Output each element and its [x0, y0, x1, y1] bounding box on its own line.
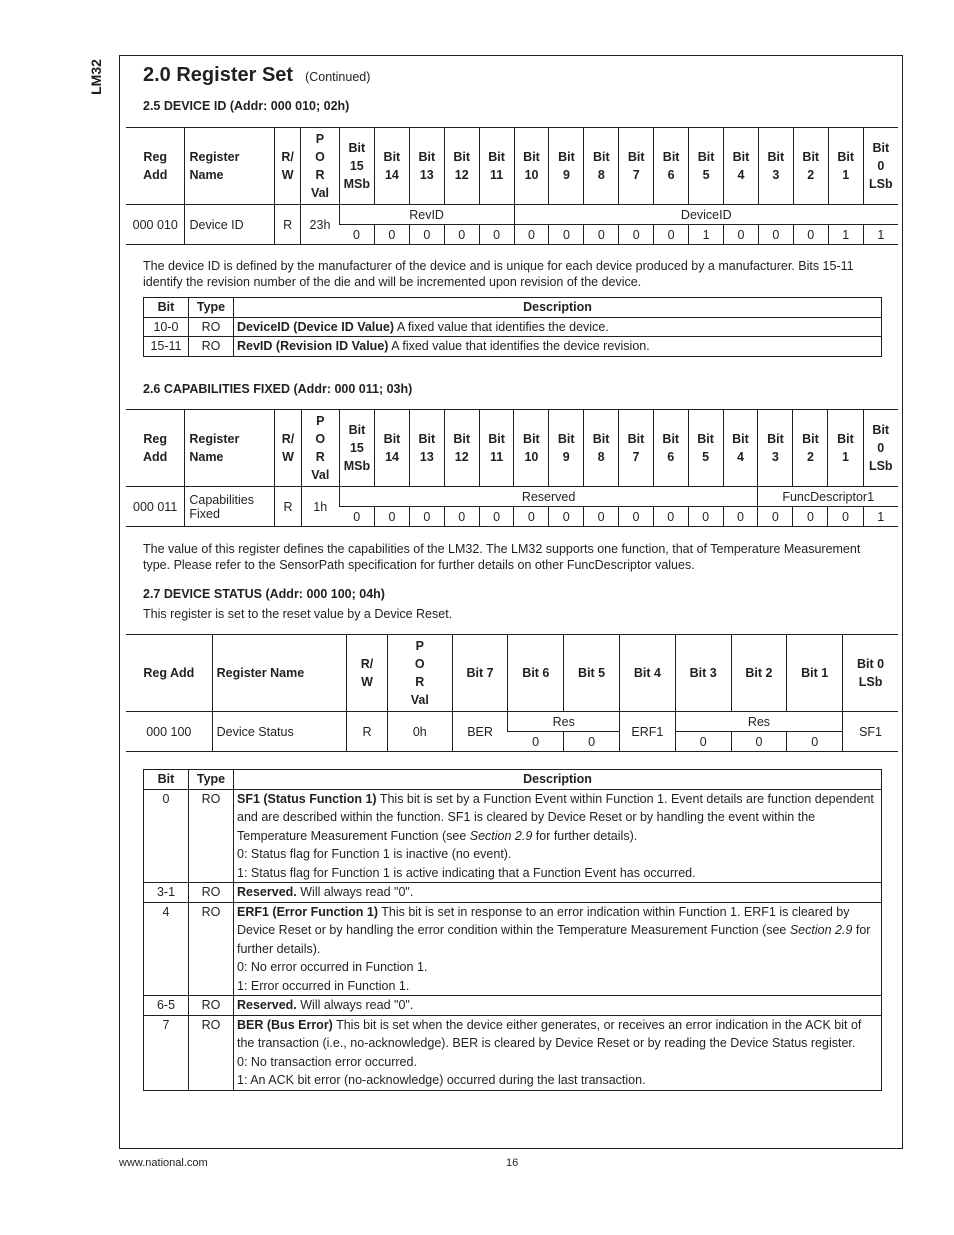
header-label: Bit — [383, 432, 401, 446]
header-label: 4 — [737, 168, 745, 182]
header-label: O — [315, 150, 325, 164]
header-label: Bit — [523, 432, 540, 446]
field-res-6-5: Res — [508, 712, 620, 732]
header-label: 14 — [384, 168, 399, 182]
header-label: 0 — [877, 159, 885, 173]
capabilities-paragraph: The value of this register defines the capabilities of the LM32. The LM32 supports one function, that of Temperature Measurement type. Please refer to the SensorPath specification for further details on other FuncDescriptor values. — [143, 542, 861, 572]
device-id-paragraph: The device ID is defined by the manufacturer of the device and is unique for each device produced by a manufacturer. Bits 15-11 identify the revision number of the die and will be incremented upon revision of the device. — [143, 259, 854, 289]
col-bit — [619, 635, 675, 712]
reg-add-cell: 000 010 — [132, 217, 178, 232]
side-tag: LM32 — [87, 59, 104, 95]
col-bit — [863, 410, 898, 487]
header-label: Register — [189, 150, 240, 164]
col-bit — [653, 410, 688, 487]
description-cell — [234, 337, 882, 357]
col-bit — [339, 128, 374, 205]
col-bit — [514, 128, 549, 205]
bit-value: 0 — [723, 507, 758, 527]
header-label: 11 — [489, 450, 504, 464]
header-label: LSb — [869, 177, 893, 191]
header-label: Bit — [488, 150, 505, 164]
header-row — [126, 410, 898, 487]
bit-value: 0 — [374, 225, 409, 245]
header-label: Bit — [802, 432, 819, 446]
bit-value: 0 — [675, 732, 731, 752]
header-label: Bit — [627, 150, 645, 164]
header-label: R/ — [360, 657, 374, 671]
col-bit — [444, 128, 479, 205]
header-label: 7 — [632, 168, 640, 182]
col-type: Type — [189, 770, 234, 790]
header-label: R — [315, 450, 325, 464]
bit-value: 0 — [758, 507, 793, 527]
col-reg-add: Reg Add — [126, 635, 212, 712]
field-res-3-1: Res — [675, 712, 842, 732]
por-val-cell: 23h — [301, 205, 339, 245]
bit-value: 0 — [793, 507, 828, 527]
header-label: 8 — [597, 168, 605, 182]
header-label: 4 — [736, 450, 744, 464]
bit-value: 0 — [444, 225, 479, 245]
header-label: 15 — [349, 441, 364, 455]
por-val-cell: 1h — [301, 487, 339, 527]
header-label: LSb — [858, 675, 883, 689]
field-deviceid: DeviceID — [514, 205, 898, 225]
field-title: BER (Bus Error) — [237, 1017, 333, 1032]
value-meaning-line: 1: Error occurred in Function 1. — [237, 978, 410, 993]
col-bit — [654, 128, 689, 205]
bit-value: 0 — [549, 225, 584, 245]
header-label: 12 — [454, 168, 469, 182]
col-bit — [688, 410, 723, 487]
header-label: 7 — [632, 450, 640, 464]
field-text: A fixed value that identifies the device revision. — [388, 339, 650, 353]
bit-value: 0 — [514, 507, 549, 527]
section-2-7-heading: 2.7 DEVICE STATUS (Addr: 000 100; 04h) — [143, 587, 385, 601]
register-row — [126, 205, 898, 225]
section-reference: Section 2.9 — [789, 923, 853, 937]
description-row — [144, 789, 882, 883]
col-bit — [723, 410, 758, 487]
bit-cell: 7 — [144, 1015, 189, 1090]
col-bit — [584, 410, 619, 487]
value-meaning-line: 1: An ACK bit error (no-acknowledge) occurred during the last transaction. — [237, 1073, 646, 1087]
header-label: Bit — [697, 432, 714, 446]
col-rw — [275, 410, 301, 487]
header-label: 6 — [667, 450, 675, 464]
field-title: SF1 (Status Function 1) — [237, 791, 377, 806]
col-bit — [863, 128, 898, 205]
rw-cell: R — [275, 487, 301, 527]
header-row — [126, 128, 898, 205]
header-label: Bit 4 — [633, 666, 661, 680]
register-name-cell — [185, 487, 275, 527]
col-bit — [787, 635, 843, 712]
bit-value: 0 — [828, 507, 863, 527]
type-cell: RO — [189, 337, 234, 357]
header-label: 13 — [419, 168, 434, 182]
header-label: Bit — [558, 150, 575, 164]
col-bit — [514, 410, 549, 487]
rw-cell: R — [347, 712, 388, 752]
register-name-line: Fixed — [189, 506, 220, 521]
header-label: Reg — [143, 432, 167, 446]
col-bit — [375, 410, 410, 487]
header-label: 5 — [702, 450, 710, 464]
header-label: Bit — [348, 423, 366, 437]
section-2-6-heading: 2.6 CAPABILITIES FIXED (Addr: 000 011; 03h) — [143, 382, 413, 396]
section-2-5-heading: 2.5 DEVICE ID (Addr: 000 010; 02h) — [143, 99, 350, 113]
field-ber: BER — [452, 712, 508, 752]
header-label: P — [315, 132, 325, 146]
register-name-line: Device ID — [189, 217, 244, 232]
device-status-description-table — [143, 769, 882, 1091]
header-label: Bit — [627, 432, 645, 446]
header-label: Bit — [383, 150, 401, 164]
col-bit — [374, 128, 409, 205]
field-title: DeviceID (Device ID Value) — [237, 319, 395, 334]
reg-add-cell: 000 011 — [133, 499, 178, 514]
col-register-name: Register Name — [212, 635, 347, 712]
field-text: Will always read "0". — [296, 998, 414, 1012]
type-cell: RO — [189, 996, 234, 1016]
col-bit — [758, 410, 793, 487]
reg-add-cell: 000 100 — [146, 724, 192, 739]
bit-value: 0 — [549, 507, 584, 527]
col-bit — [675, 635, 731, 712]
header-label: Bit — [802, 150, 820, 164]
header-label: 1 — [842, 168, 850, 182]
col-bit — [843, 635, 898, 712]
col-bit — [619, 128, 654, 205]
header-label: Bit — [592, 432, 610, 446]
value-meaning-line: 1: Status flag for Function 1 is active indicating that a Function Event has occurred. — [237, 865, 696, 880]
register-row — [126, 487, 898, 507]
header-label: W — [282, 450, 294, 464]
bit-value: 0 — [444, 507, 479, 527]
por-val-cell: 0h — [387, 712, 452, 752]
description-cell — [234, 317, 882, 337]
bit-value: 0 — [653, 507, 688, 527]
col-bit — [689, 128, 724, 205]
header-label: Val — [310, 186, 330, 200]
col-bit: Bit — [144, 298, 189, 318]
type-cell: RO — [189, 902, 234, 996]
description-cell — [234, 789, 882, 883]
header-label: Bit 7 — [466, 666, 494, 680]
field-title: Reserved. — [237, 998, 297, 1012]
device-id-description-table — [143, 297, 882, 357]
col-bit — [828, 128, 863, 205]
header-label: 2 — [806, 450, 814, 464]
header-label: Bit — [592, 150, 610, 164]
description-cell — [234, 1015, 882, 1090]
field-text: This bit is set by a Function Event within Function 1. Event details are function dependent and are described within the function. SF1 is cleared by Device Reset or by handling the event within the Temperature Measurement Function (see — [237, 791, 874, 843]
col-por-val — [301, 410, 339, 487]
header-label: Bit — [418, 432, 436, 446]
footer-page-number: 16 — [506, 1157, 519, 1169]
header-label: Name — [189, 450, 224, 464]
bit-value: 0 — [688, 507, 723, 527]
header-label: 3 — [772, 168, 780, 182]
header-label: Bit — [453, 150, 471, 164]
col-bit — [549, 128, 584, 205]
header-label: Bit — [418, 150, 436, 164]
header-label: Bit — [732, 150, 750, 164]
header-label: 9 — [562, 168, 570, 182]
continued-label: (Continued) — [305, 70, 371, 84]
header-label: 8 — [597, 450, 605, 464]
header-label: Bit — [872, 423, 890, 437]
header-label: 11 — [490, 168, 504, 182]
section-2-7-note: This register is set to the reset value by a Device Reset. — [143, 607, 453, 621]
header-row — [144, 298, 882, 318]
col-bit — [793, 128, 828, 205]
type-cell: RO — [189, 789, 234, 883]
type-cell: RO — [189, 1015, 234, 1090]
description-row — [144, 337, 882, 357]
device-status-register-table — [126, 634, 898, 752]
description-cell — [234, 996, 882, 1016]
field-title: Reserved. — [237, 885, 297, 899]
bit-value: 0 — [787, 732, 843, 752]
col-register-name — [185, 410, 275, 487]
header-label: 6 — [667, 168, 675, 182]
header-label: Bit — [557, 432, 575, 446]
col-bit — [724, 128, 759, 205]
header-label: Bit 2 — [745, 666, 773, 680]
header-label: P — [415, 639, 424, 653]
col-bit — [444, 410, 479, 487]
bit-value: 1 — [828, 225, 863, 245]
col-bit — [828, 410, 863, 487]
rw-cell: R — [274, 205, 300, 245]
field-text: Will always read "0". — [296, 885, 414, 899]
col-bit — [731, 635, 787, 712]
field-text: for further details). — [532, 828, 638, 843]
bit-value: 0 — [508, 732, 564, 752]
col-bit — [508, 635, 564, 712]
header-label: Val — [410, 693, 429, 707]
header-label: Bit — [523, 150, 540, 164]
col-description: Description — [234, 770, 882, 790]
header-label: 15 — [349, 159, 364, 173]
bit-value: 0 — [514, 225, 549, 245]
header-label: Bit — [872, 141, 890, 155]
description-row — [144, 996, 882, 1016]
header-label: 13 — [419, 450, 434, 464]
header-label: 2 — [807, 168, 815, 182]
header-label: Bit 0 — [856, 657, 885, 671]
header-label: 10 — [524, 450, 539, 464]
description-row — [144, 1015, 882, 1090]
header-label: P — [316, 414, 325, 428]
col-bit — [549, 410, 584, 487]
description-row — [144, 902, 882, 996]
col-rw — [274, 128, 300, 205]
col-bit — [409, 410, 444, 487]
bit-value: 0 — [793, 225, 828, 245]
bit-cell: 15-11 — [144, 337, 189, 357]
value-meaning-line: 0: No transaction error occurred. — [237, 1054, 417, 1069]
bit-value: 0 — [479, 225, 514, 245]
header-label: MSb — [343, 459, 371, 473]
header-label: 5 — [702, 168, 710, 182]
header-label: 10 — [524, 168, 539, 182]
header-label: Bit — [348, 141, 366, 155]
header-label: O — [414, 657, 425, 671]
bit-value: 0 — [409, 507, 444, 527]
register-name-line: Capabilities — [189, 492, 254, 507]
col-bit — [479, 128, 514, 205]
header-row — [126, 635, 898, 712]
header-label: Bit 6 — [522, 666, 550, 680]
value-meaning-line: 0: No error occurred in Function 1. — [237, 960, 428, 974]
header-label: 14 — [385, 450, 399, 464]
bit-value: 0 — [724, 225, 759, 245]
header-label: W — [361, 675, 373, 689]
col-reg-add — [126, 410, 185, 487]
col-bit — [619, 410, 654, 487]
col-bit — [758, 128, 793, 205]
header-label: 1 — [842, 450, 849, 464]
field-text: for further details). — [237, 923, 871, 956]
bit-cell: 0 — [144, 789, 189, 883]
header-label: MSb — [343, 177, 370, 191]
bit-value: 0 — [375, 507, 410, 527]
header-label: 12 — [454, 450, 469, 464]
col-bit — [564, 635, 620, 712]
bit-cell: 3-1 — [144, 883, 189, 903]
col-description: Description — [234, 298, 882, 318]
header-label: Bit — [662, 150, 680, 164]
field-text: This bit is set in response to an error indication within Function 1. ERF1 is cleared by Device Reset or by handling the error condition within the Temperature Measurement Function (see — [237, 904, 850, 937]
bit-value: 0 — [564, 732, 620, 752]
bit-value: 1 — [863, 225, 898, 245]
header-label: Bit — [767, 432, 784, 446]
header-label: Reg — [143, 150, 168, 164]
header-label: Add — [143, 450, 168, 464]
header-label: Name — [189, 168, 224, 182]
header-label: Bit — [662, 432, 680, 446]
header-label: R/ — [281, 432, 295, 446]
header-label: Bit — [453, 432, 471, 446]
bit-value: 0 — [409, 225, 444, 245]
bit-value: 0 — [584, 225, 619, 245]
header-label: Bit 1 — [801, 666, 829, 680]
header-label: Register — [189, 432, 240, 446]
field-sf1: SF1 — [843, 712, 898, 752]
header-label: 3 — [771, 450, 779, 464]
bit-cell: 4 — [144, 902, 189, 996]
header-label: LSb — [868, 459, 893, 473]
header-label: 9 — [562, 450, 570, 464]
description-cell — [234, 883, 882, 903]
field-title: RevID (Revision ID Value) — [237, 339, 389, 353]
header-label: R — [415, 675, 425, 689]
col-reg-add — [126, 128, 185, 205]
header-label: Bit — [488, 432, 505, 446]
header-label: Bit — [837, 432, 854, 446]
bit-value: 0 — [339, 507, 374, 527]
field-erf1: ERF1 — [619, 712, 675, 752]
description-row — [144, 883, 882, 903]
bit-value: 0 — [479, 507, 514, 527]
bit-cell: 10-0 — [144, 317, 189, 337]
col-register-name — [185, 128, 274, 205]
col-type: Type — [189, 298, 234, 318]
field-funcdescriptor1: FuncDescriptor1 — [758, 487, 898, 507]
col-bit — [479, 410, 514, 487]
header-label: R — [315, 168, 325, 182]
register-name-cell: Device Status — [212, 712, 347, 752]
header-label: Bit 5 — [578, 666, 606, 680]
header-label: Bit — [837, 150, 854, 164]
col-bit — [452, 635, 508, 712]
bit-value: 1 — [689, 225, 724, 245]
bit-value: 0 — [584, 507, 619, 527]
header-label: R/ — [281, 150, 294, 164]
register-row — [126, 712, 898, 732]
bit-value: 0 — [654, 225, 689, 245]
section-reference: Section 2.9 — [469, 828, 533, 843]
bit-value: 1 — [863, 507, 898, 527]
bit-value: 0 — [339, 225, 374, 245]
field-text: This bit is set when the device either generates, or receives an error indication in the ACK bit of the transaction (i.e., no-acknowledge). BER is cleared by Device Reset or by reading the Device Status register. — [237, 1017, 862, 1050]
col-bit: Bit — [144, 770, 189, 790]
capabilities-register-table — [126, 409, 898, 527]
header-label: 0 — [877, 441, 885, 455]
col-bit — [409, 128, 444, 205]
bit-value: 0 — [758, 225, 793, 245]
header-label: O — [315, 432, 326, 446]
header-label: Bit — [767, 150, 785, 164]
field-title: ERF1 (Error Function 1) — [237, 904, 378, 919]
header-row — [144, 770, 882, 790]
bit-cell: 6-5 — [144, 996, 189, 1016]
col-por-val — [301, 128, 339, 205]
header-label: Val — [311, 468, 330, 482]
field-reserved: Reserved — [339, 487, 758, 507]
header-label: Bit — [732, 432, 749, 446]
col-bit — [793, 410, 828, 487]
description-row — [144, 317, 882, 337]
col-rw — [347, 635, 388, 712]
bit-value: 0 — [731, 732, 787, 752]
type-cell: RO — [189, 317, 234, 337]
type-cell: RO — [189, 883, 234, 903]
register-name-cell — [185, 205, 274, 245]
page-title: 2.0 Register Set (Continued) — [143, 64, 371, 86]
col-por-val — [387, 635, 452, 712]
footer-website: www.national.com — [119, 1157, 208, 1169]
bit-value: 0 — [619, 225, 654, 245]
header-label: W — [281, 168, 294, 182]
header-label: Add — [143, 168, 168, 182]
field-revid: RevID — [339, 205, 514, 225]
value-meaning-line: 0: Status flag for Function 1 is inactive (no event). — [237, 847, 512, 861]
bit-value: 0 — [619, 507, 654, 527]
header-label: Bit — [697, 150, 715, 164]
col-bit — [339, 410, 374, 487]
device-id-register-table — [126, 127, 898, 245]
description-cell — [234, 902, 882, 996]
col-bit — [584, 128, 619, 205]
header-label: Bit 3 — [689, 666, 717, 680]
field-text: A fixed value that identifies the device. — [394, 319, 609, 334]
